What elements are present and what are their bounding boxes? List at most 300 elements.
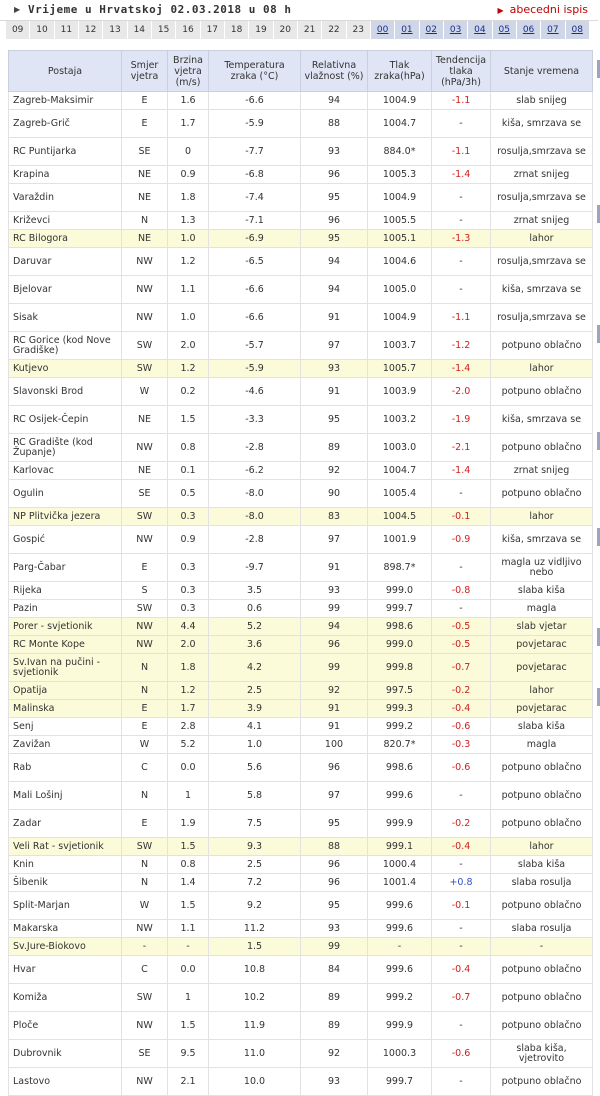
hour-link[interactable]: 01 — [395, 21, 419, 39]
cell-dir: N — [122, 856, 168, 874]
hour-link[interactable]: 17 — [201, 21, 225, 39]
cell-weather: slaba kiša — [491, 582, 593, 600]
cell-tend: -0.1 — [432, 892, 491, 920]
cell-hum: 95 — [301, 406, 368, 434]
table-row — [9, 1040, 593, 1068]
cell-speed: - — [168, 938, 209, 956]
cell-tend: -0.6 — [432, 718, 491, 736]
hour-link[interactable]: 16 — [176, 21, 200, 39]
cell-temp: 3.6 — [209, 636, 301, 654]
hour-link[interactable]: 23 — [347, 21, 371, 39]
cell-weather: lahor — [491, 508, 593, 526]
cell-tend: - — [432, 480, 491, 508]
hour-link[interactable]: 04 — [468, 21, 492, 39]
cell-hum: 97 — [301, 526, 368, 554]
cell-speed: 0.3 — [168, 554, 209, 582]
cell-temp: 1.0 — [209, 736, 301, 754]
cell-speed: 1.8 — [168, 184, 209, 212]
cell-weather: rosulja,smrzava se — [491, 248, 593, 276]
table-row — [9, 406, 593, 434]
table-row — [9, 736, 593, 754]
cell-hum: 99 — [301, 654, 368, 682]
cell-weather: slaba rosulja — [491, 920, 593, 938]
hour-link[interactable]: 22 — [322, 21, 346, 39]
cell-speed: 0.8 — [168, 434, 209, 462]
cell-temp: -6.6 — [209, 304, 301, 332]
cell-hum: 93 — [301, 582, 368, 600]
cell-tend: -1.1 — [432, 304, 491, 332]
cell-press: 999.9 — [368, 810, 432, 838]
cell-press: 1004.9 — [368, 304, 432, 332]
cell-speed: 1 — [168, 782, 209, 810]
table-row — [9, 304, 593, 332]
cell-speed: 0.3 — [168, 508, 209, 526]
cell-temp: 11.0 — [209, 1040, 301, 1068]
cell-tend: -0.8 — [432, 582, 491, 600]
cell-tend: -0.4 — [432, 956, 491, 984]
cell-hum: 93 — [301, 138, 368, 166]
cell-press: 1004.9 — [368, 92, 432, 110]
cell-station: RC Puntijarka — [9, 138, 122, 166]
table-row — [9, 1012, 593, 1040]
cell-temp: 9.3 — [209, 838, 301, 856]
cell-weather: kiša, smrzava se — [491, 110, 593, 138]
cell-tend: -0.5 — [432, 636, 491, 654]
cell-hum: 95 — [301, 810, 368, 838]
cell-station: Šibenik — [9, 874, 122, 892]
cell-press: 1003.2 — [368, 406, 432, 434]
cell-press: 1004.7 — [368, 110, 432, 138]
cell-weather: - — [491, 938, 593, 956]
cell-speed: 1.1 — [168, 276, 209, 304]
hour-selector — [6, 21, 590, 39]
table-row — [9, 184, 593, 212]
cell-speed: 1.2 — [168, 360, 209, 378]
cell-dir: N — [122, 782, 168, 810]
cell-press: 999.6 — [368, 892, 432, 920]
table-row — [9, 92, 593, 110]
table-row — [9, 700, 593, 718]
table-row — [9, 600, 593, 618]
table-row — [9, 654, 593, 682]
cell-weather: slab vjetar — [491, 618, 593, 636]
cell-weather: potpuno oblačno — [491, 332, 593, 360]
cell-temp: 5.2 — [209, 618, 301, 636]
hour-link[interactable]: 09 — [6, 21, 30, 39]
cell-hum: 92 — [301, 682, 368, 700]
cell-speed: 0.5 — [168, 480, 209, 508]
cell-hum: 92 — [301, 462, 368, 480]
cell-weather: potpuno oblačno — [491, 984, 593, 1012]
cell-hum: 91 — [301, 718, 368, 736]
cell-dir: W — [122, 892, 168, 920]
cell-hum: 91 — [301, 304, 368, 332]
cell-station: Zagreb-Maksimir — [9, 92, 122, 110]
cell-tend: -0.5 — [432, 618, 491, 636]
table-row — [9, 856, 593, 874]
cell-station: Pazin — [9, 600, 122, 618]
cell-tend: -1.1 — [432, 138, 491, 166]
cell-tend: - — [432, 938, 491, 956]
cell-tend: - — [432, 248, 491, 276]
table-row — [9, 838, 593, 856]
hour-link[interactable]: 15 — [152, 21, 176, 39]
cell-station: Daruvar — [9, 248, 122, 276]
cell-weather: zrnat snijeg — [491, 462, 593, 480]
cell-temp: -4.6 — [209, 378, 301, 406]
cell-speed: 1.5 — [168, 838, 209, 856]
cell-temp: 10.2 — [209, 984, 301, 1012]
table-row — [9, 718, 593, 736]
cell-hum: 88 — [301, 110, 368, 138]
cell-dir: SE — [122, 1040, 168, 1068]
cell-hum: 93 — [301, 920, 368, 938]
cell-speed: 5.2 — [168, 736, 209, 754]
cell-weather: potpuno oblačno — [491, 1068, 593, 1096]
cell-weather: potpuno oblačno — [491, 1012, 593, 1040]
cell-station: Veli Rat - svjetionik — [9, 838, 122, 856]
cell-station: Gospić — [9, 526, 122, 554]
cell-temp: -2.8 — [209, 526, 301, 554]
cell-weather: kiša, smrzava se — [491, 276, 593, 304]
alphabetical-link-label: abecedni ispis — [509, 3, 588, 16]
cell-temp: 3.5 — [209, 582, 301, 600]
cell-hum: 90 — [301, 480, 368, 508]
hour-link[interactable]: 12 — [79, 21, 103, 39]
cell-speed: 4.4 — [168, 618, 209, 636]
cell-tend: - — [432, 920, 491, 938]
cell-weather: lahor — [491, 682, 593, 700]
cell-tend: -1.4 — [432, 360, 491, 378]
cell-dir: N — [122, 874, 168, 892]
cell-station: Mali Lošinj — [9, 782, 122, 810]
cell-dir: SW — [122, 360, 168, 378]
cell-station: Knin — [9, 856, 122, 874]
cell-station: Zagreb-Grič — [9, 110, 122, 138]
cell-press: 999.2 — [368, 718, 432, 736]
hour-link[interactable]: 00 — [371, 21, 395, 39]
hour-link[interactable]: 03 — [444, 21, 468, 39]
cell-temp: -6.6 — [209, 92, 301, 110]
cell-weather: slaba kiša — [491, 856, 593, 874]
cell-hum: 100 — [301, 736, 368, 754]
cell-dir: NW — [122, 304, 168, 332]
cell-dir: NE — [122, 462, 168, 480]
hour-link[interactable]: 19 — [249, 21, 273, 39]
cell-tend: - — [432, 782, 491, 810]
cell-press: 998.6 — [368, 754, 432, 782]
hour-link[interactable]: 06 — [517, 21, 541, 39]
table-row — [9, 984, 593, 1012]
cell-press: 1005.7 — [368, 360, 432, 378]
cell-dir: E — [122, 700, 168, 718]
cell-press: 999.0 — [368, 582, 432, 600]
cell-temp: 3.9 — [209, 700, 301, 718]
hour-link[interactable]: 05 — [493, 21, 517, 39]
hour-link[interactable]: 10 — [30, 21, 54, 39]
cell-weather: potpuno oblačno — [491, 480, 593, 508]
cell-station: Rab — [9, 754, 122, 782]
cell-press: 898.7* — [368, 554, 432, 582]
cell-station: RC Gorice (kod Nove Gradiške) — [9, 332, 122, 360]
cell-hum: 94 — [301, 276, 368, 304]
cell-press: 999.8 — [368, 654, 432, 682]
table-row — [9, 810, 593, 838]
cell-speed: 0.3 — [168, 600, 209, 618]
hour-link[interactable]: 13 — [103, 21, 127, 39]
triangle-icon: ▶ — [14, 5, 21, 14]
cell-speed: 0.2 — [168, 378, 209, 406]
cell-speed: 1.6 — [168, 92, 209, 110]
hour-link[interactable]: 21 — [298, 21, 322, 39]
cell-press: 998.6 — [368, 618, 432, 636]
cell-weather: zrnat snijeg — [491, 166, 593, 184]
table-row — [9, 378, 593, 406]
cell-press: 1003.9 — [368, 378, 432, 406]
cell-temp: -7.7 — [209, 138, 301, 166]
cell-tend: -2.0 — [432, 378, 491, 406]
cell-speed: 2.0 — [168, 636, 209, 654]
cell-press: 1005.0 — [368, 276, 432, 304]
table-row — [9, 434, 593, 462]
cell-hum: 97 — [301, 782, 368, 810]
cell-temp: -3.3 — [209, 406, 301, 434]
cell-temp: 5.6 — [209, 754, 301, 782]
cell-station: Hvar — [9, 956, 122, 984]
cell-dir: E — [122, 110, 168, 138]
cell-tend: -0.7 — [432, 654, 491, 682]
table-row — [9, 782, 593, 810]
cell-press: 1003.0 — [368, 434, 432, 462]
cell-station: Ploče — [9, 1012, 122, 1040]
cell-press: 1000.4 — [368, 856, 432, 874]
cell-tend: -1.4 — [432, 462, 491, 480]
cell-temp: -6.5 — [209, 248, 301, 276]
cell-station: Sv.Ivan na pučini - svjetionik — [9, 654, 122, 682]
cell-dir: SW — [122, 332, 168, 360]
cell-hum: 97 — [301, 332, 368, 360]
cell-temp: 4.2 — [209, 654, 301, 682]
cell-temp: 7.2 — [209, 874, 301, 892]
hour-link[interactable]: 07 — [541, 21, 565, 39]
cell-dir: SW — [122, 508, 168, 526]
cell-station: RC Gradište (kod Županje) — [9, 434, 122, 462]
cell-weather: magla uz vidljivo nebo — [491, 554, 593, 582]
cell-hum: 95 — [301, 184, 368, 212]
cell-station: Sisak — [9, 304, 122, 332]
cell-weather: potpuno oblačno — [491, 378, 593, 406]
cell-station: Varaždin — [9, 184, 122, 212]
cell-dir: SW — [122, 984, 168, 1012]
arrow-right-icon: ▶ — [497, 6, 504, 15]
cell-tend: -0.6 — [432, 754, 491, 782]
cell-temp: -7.1 — [209, 212, 301, 230]
hour-link[interactable]: 14 — [128, 21, 152, 39]
cell-dir: NE — [122, 166, 168, 184]
hour-link[interactable]: 20 — [274, 21, 298, 39]
cell-press: 1003.7 — [368, 332, 432, 360]
cell-dir: E — [122, 718, 168, 736]
cell-station: Rijeka — [9, 582, 122, 600]
cell-temp: 5.8 — [209, 782, 301, 810]
cell-hum: 96 — [301, 856, 368, 874]
cell-dir: NW — [122, 434, 168, 462]
cell-tend: -0.2 — [432, 682, 491, 700]
cell-station: Ogulin — [9, 480, 122, 508]
cell-dir: NW — [122, 618, 168, 636]
cell-station: Makarska — [9, 920, 122, 938]
cell-station: Zavižan — [9, 736, 122, 754]
cell-dir: W — [122, 736, 168, 754]
cell-tend: -1.2 — [432, 332, 491, 360]
cell-dir: E — [122, 92, 168, 110]
cell-tend: -1.9 — [432, 406, 491, 434]
cell-temp: 2.5 — [209, 856, 301, 874]
cell-hum: 96 — [301, 636, 368, 654]
cell-tend: -0.4 — [432, 838, 491, 856]
cell-station: Split-Marjan — [9, 892, 122, 920]
cell-tend: - — [432, 1012, 491, 1040]
cell-tend: - — [432, 184, 491, 212]
hour-link[interactable]: 02 — [420, 21, 444, 39]
cell-dir: SE — [122, 480, 168, 508]
cell-press: 999.1 — [368, 838, 432, 856]
table-row — [9, 920, 593, 938]
cell-speed: 0 — [168, 138, 209, 166]
cell-tend: -0.4 — [432, 700, 491, 718]
table-row — [9, 276, 593, 304]
cell-press: 1005.5 — [368, 212, 432, 230]
cell-speed: 0.0 — [168, 754, 209, 782]
cell-tend: -1.1 — [432, 92, 491, 110]
cell-speed: 0.3 — [168, 582, 209, 600]
cell-dir: W — [122, 378, 168, 406]
cell-press: 1005.4 — [368, 480, 432, 508]
cell-speed: 0.9 — [168, 166, 209, 184]
alphabetical-link[interactable] — [497, 3, 588, 16]
cell-tend: - — [432, 276, 491, 304]
cell-hum: 94 — [301, 92, 368, 110]
cell-dir: E — [122, 554, 168, 582]
cell-tend: -0.9 — [432, 526, 491, 554]
cell-temp: 11.2 — [209, 920, 301, 938]
hour-link[interactable]: 11 — [55, 21, 79, 39]
cell-dir: N — [122, 682, 168, 700]
cell-dir: C — [122, 754, 168, 782]
cell-dir: C — [122, 956, 168, 984]
cell-speed: 0.1 — [168, 462, 209, 480]
cell-speed: 1.5 — [168, 892, 209, 920]
column-header: Tlak zraka(hPa) — [368, 51, 432, 92]
cell-dir: SW — [122, 600, 168, 618]
column-header: Postaja — [9, 51, 122, 92]
cell-dir: SE — [122, 138, 168, 166]
cell-weather: potpuno oblačno — [491, 434, 593, 462]
table-row — [9, 1068, 593, 1096]
cell-press: 820.7* — [368, 736, 432, 754]
cell-hum: 91 — [301, 378, 368, 406]
cell-weather: slaba kiša — [491, 718, 593, 736]
cell-press: 999.0 — [368, 636, 432, 654]
cell-station: Opatija — [9, 682, 122, 700]
cell-hum: 83 — [301, 508, 368, 526]
cell-weather: povjetarac — [491, 636, 593, 654]
column-header: Relativna vlažnost (%) — [301, 51, 368, 92]
cell-station: NP Plitvička jezera — [9, 508, 122, 526]
cell-weather: zrnat snijeg — [491, 212, 593, 230]
cell-tend: -0.6 — [432, 1040, 491, 1068]
cell-tend: - — [432, 856, 491, 874]
cell-weather: kiša, smrzava se — [491, 406, 593, 434]
table-row — [9, 554, 593, 582]
cell-weather: kiša, smrzava se — [491, 526, 593, 554]
cell-dir: NW — [122, 276, 168, 304]
cell-hum: 91 — [301, 554, 368, 582]
cell-temp: -9.7 — [209, 554, 301, 582]
cell-weather: slaba kiša, vjetrovito — [491, 1040, 593, 1068]
cell-tend: - — [432, 1068, 491, 1096]
cell-dir: NW — [122, 526, 168, 554]
cell-station: Porer - svjetionik — [9, 618, 122, 636]
cell-temp: 4.1 — [209, 718, 301, 736]
cell-speed: 1 — [168, 984, 209, 1012]
cell-station: Parg-Čabar — [9, 554, 122, 582]
table-row — [9, 636, 593, 654]
cell-speed: 1.2 — [168, 248, 209, 276]
weather-table — [8, 50, 593, 1096]
table-header-row — [9, 51, 593, 92]
cell-temp: 1.5 — [209, 938, 301, 956]
cell-press: 999.7 — [368, 1068, 432, 1096]
hour-link[interactable]: 18 — [225, 21, 249, 39]
cell-press: 999.3 — [368, 700, 432, 718]
cell-speed: 1.3 — [168, 212, 209, 230]
cell-weather: slaba rosulja — [491, 874, 593, 892]
cell-temp: -6.8 — [209, 166, 301, 184]
hour-link[interactable]: 08 — [566, 21, 590, 39]
cell-hum: 96 — [301, 874, 368, 892]
cell-tend: -0.2 — [432, 810, 491, 838]
cell-station: Malinska — [9, 700, 122, 718]
cell-tend: -2.1 — [432, 434, 491, 462]
cell-station: RC Monte Kope — [9, 636, 122, 654]
page-title: Vrijeme u Hrvatskoj 02.03.2018 u 08 h — [28, 3, 292, 16]
cell-weather: slab snijeg — [491, 92, 593, 110]
table-row — [9, 462, 593, 480]
cell-tend: +0.8 — [432, 874, 491, 892]
cell-weather: rosulja,smrzava se — [491, 138, 593, 166]
cell-hum: 96 — [301, 754, 368, 782]
cell-station: Dubrovnik — [9, 1040, 122, 1068]
cell-tend: - — [432, 600, 491, 618]
cell-speed: 1.0 — [168, 304, 209, 332]
cell-press: 1004.6 — [368, 248, 432, 276]
column-header: Smjer vjetra — [122, 51, 168, 92]
cell-hum: 94 — [301, 248, 368, 276]
cell-speed: 9.5 — [168, 1040, 209, 1068]
cell-weather: lahor — [491, 838, 593, 856]
table-row — [9, 230, 593, 248]
cell-speed: 1.5 — [168, 1012, 209, 1040]
cell-dir: N — [122, 654, 168, 682]
cell-hum: 99 — [301, 600, 368, 618]
cell-speed: 1.2 — [168, 682, 209, 700]
cell-station: Karlovac — [9, 462, 122, 480]
cell-station: Zadar — [9, 810, 122, 838]
table-row — [9, 956, 593, 984]
cell-hum: 96 — [301, 166, 368, 184]
cell-hum: 89 — [301, 434, 368, 462]
